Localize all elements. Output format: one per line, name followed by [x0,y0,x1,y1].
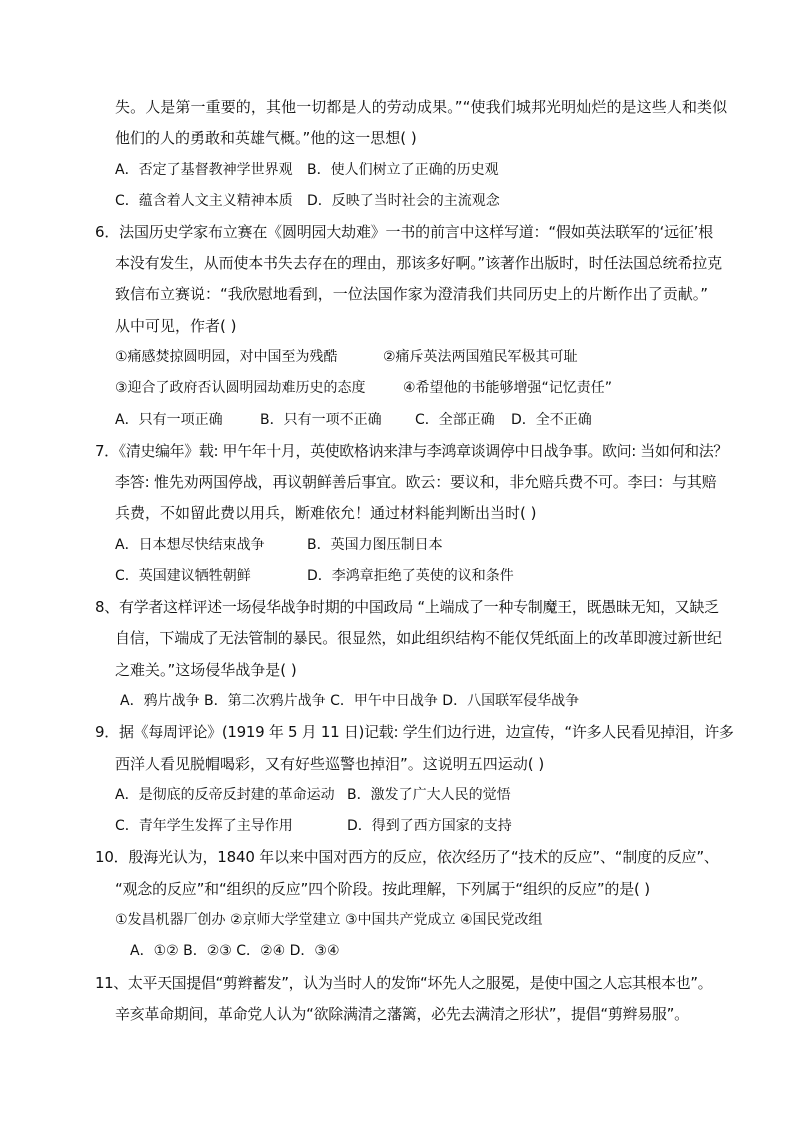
q8-line-2: 自信，下端成了无法管制的暴民。很显然，如此组织结构不能仅凭纸面上的改革即渡过新世纪 [115,629,722,647]
q6-option-a: A．只有一项正确 [115,412,223,428]
q7-line-2: 李答: 惟先劝两国停战，再议朝鲜善后事宜。欧云：要议和，非允赔兵费不可。李曰：与其赔 [115,473,717,491]
q6-line-1: 6．法国历史学家布立赛在《圆明园大劫难》一书的前言中这样写道：“假如英法联军的‘远征’根 [95,223,714,241]
q8-options: A．鸦片战争 B．第二次鸦片战争 C．甲午中日战争 D．八国联军侵华战争 [120,693,580,709]
q7-option-c: C．英国建议牺牲朝鲜 [115,568,251,584]
q9-line-2: 西洋人看见脱帽喝彩，又有好些巡警也掉泪”。这说明五四运动( ) [115,755,545,773]
q6-item-3: ③迎合了政府否认圆明园劫难历史的态度 [115,380,366,396]
q7-line-1: 7．《清史编年》载: 甲午年十月，英使欧格讷来津与李鸿章谈调停中日战争事。欧问: 当如何和法？ [95,442,728,460]
q9-option-c: C．青年学生发挥了主导作用 [115,818,293,834]
q8-line-3: 之难关。”这场侵华战争是( ) [115,661,297,679]
q9-option-b: B．激发了广大人民的觉悟 [347,787,511,803]
q5-option-a: A．否定了基督教神学世界观 [115,162,293,178]
q9-line-1: 9．据《每周评论》(1919 年 5 月 11 日)记载: 学生们边行进，边宣传，“许多人民看见掉泪，许多 [95,723,734,741]
q6-item-2: ②痛斥英法两国殖民军极其可耻 [383,349,578,365]
q6-option-b: B．只有一项不正确 [260,412,382,428]
q6-option-d: D．全不正确 [511,412,592,428]
q9-option-d: D．得到了西方国家的支持 [347,818,512,834]
q9-option-a: A．是彻底的反帝反封建的革命运动 [115,787,335,803]
q10-items: ①发昌机器厂创办 ②京师大学堂建立 ③中国共产党成立 ④国民党改组 [115,912,543,928]
q7-option-d: D．李鸿章拒绝了英使的议和条件 [307,568,514,584]
q5-option-b: B．使人们树立了正确的历史观 [307,162,499,178]
q5-line-2: 他们的人的勇敢和英雄气概。”他的这一思想( ) [115,129,417,147]
q5-option-d: D．反映了当时社会的主流观念 [307,193,500,209]
q5-line-1: 失。人是第一重要的，其他一切都是人的劳动成果。”“使我们城邦光明灿烂的是这些人和类似 [115,98,728,116]
q7-line-3: 兵费，不如留此费以用兵，断难依允！通过材料能判断出当时( ) [115,504,537,522]
q6-line-3: 致信布立赛说：“我欣慰地看到，一位法国作家为澄清我们共同历史上的片断作出了贡献。” [115,285,709,303]
q11-line-2: 辛亥革命期间，革命党人认为“欲除满清之藩篱，必先去满清之形状”，提倡“剪辫易服”。 [115,1005,689,1023]
q10-line-1: 10．殷海光认为，1840 年以来中国对西方的反应，依次经历了“技术的反应”、“制度的反应”、 [95,848,719,866]
q6-line-4: 从中可见，作者( ) [115,317,237,335]
q6-option-c: C．全部正确 [415,412,495,428]
q6-item-4: ④希望他的书能够增强“记忆责任” [403,380,613,396]
q7-option-b: B．英国力图压制日本 [307,537,443,553]
q10-options: A．①② B．②③ C．②④ D．③④ [130,943,340,959]
q5-option-c: C．蕴含着人文主义精神本质 [115,193,293,209]
q8-line-1: 8、有学者这样评述一场侵华战争时期的中国政局 “上端成了一种专制魔王，既愚昧无知，又缺乏 [95,598,719,616]
q7-option-a: A．日本想尽快结束战争 [115,537,265,553]
q6-line-2: 本没有发生，从而使本书失去存在的理由，那该多好啊。”该著作出版时，时任法国总统希拉克 [115,254,722,272]
q11-line-1: 11、太平天国提倡“剪辫蓄发”，认为当时人的发饰“坏先人之服冕，是使中国之人忘其根本也”。 [95,974,713,992]
q6-item-1: ①痛感焚掠圆明园，对中国至为残酷 [115,349,338,365]
q10-line-2: “观念的反应”和“组织的反应”四个阶段。按此理解，下列属于“组织的反应”的是( ) [115,880,650,898]
